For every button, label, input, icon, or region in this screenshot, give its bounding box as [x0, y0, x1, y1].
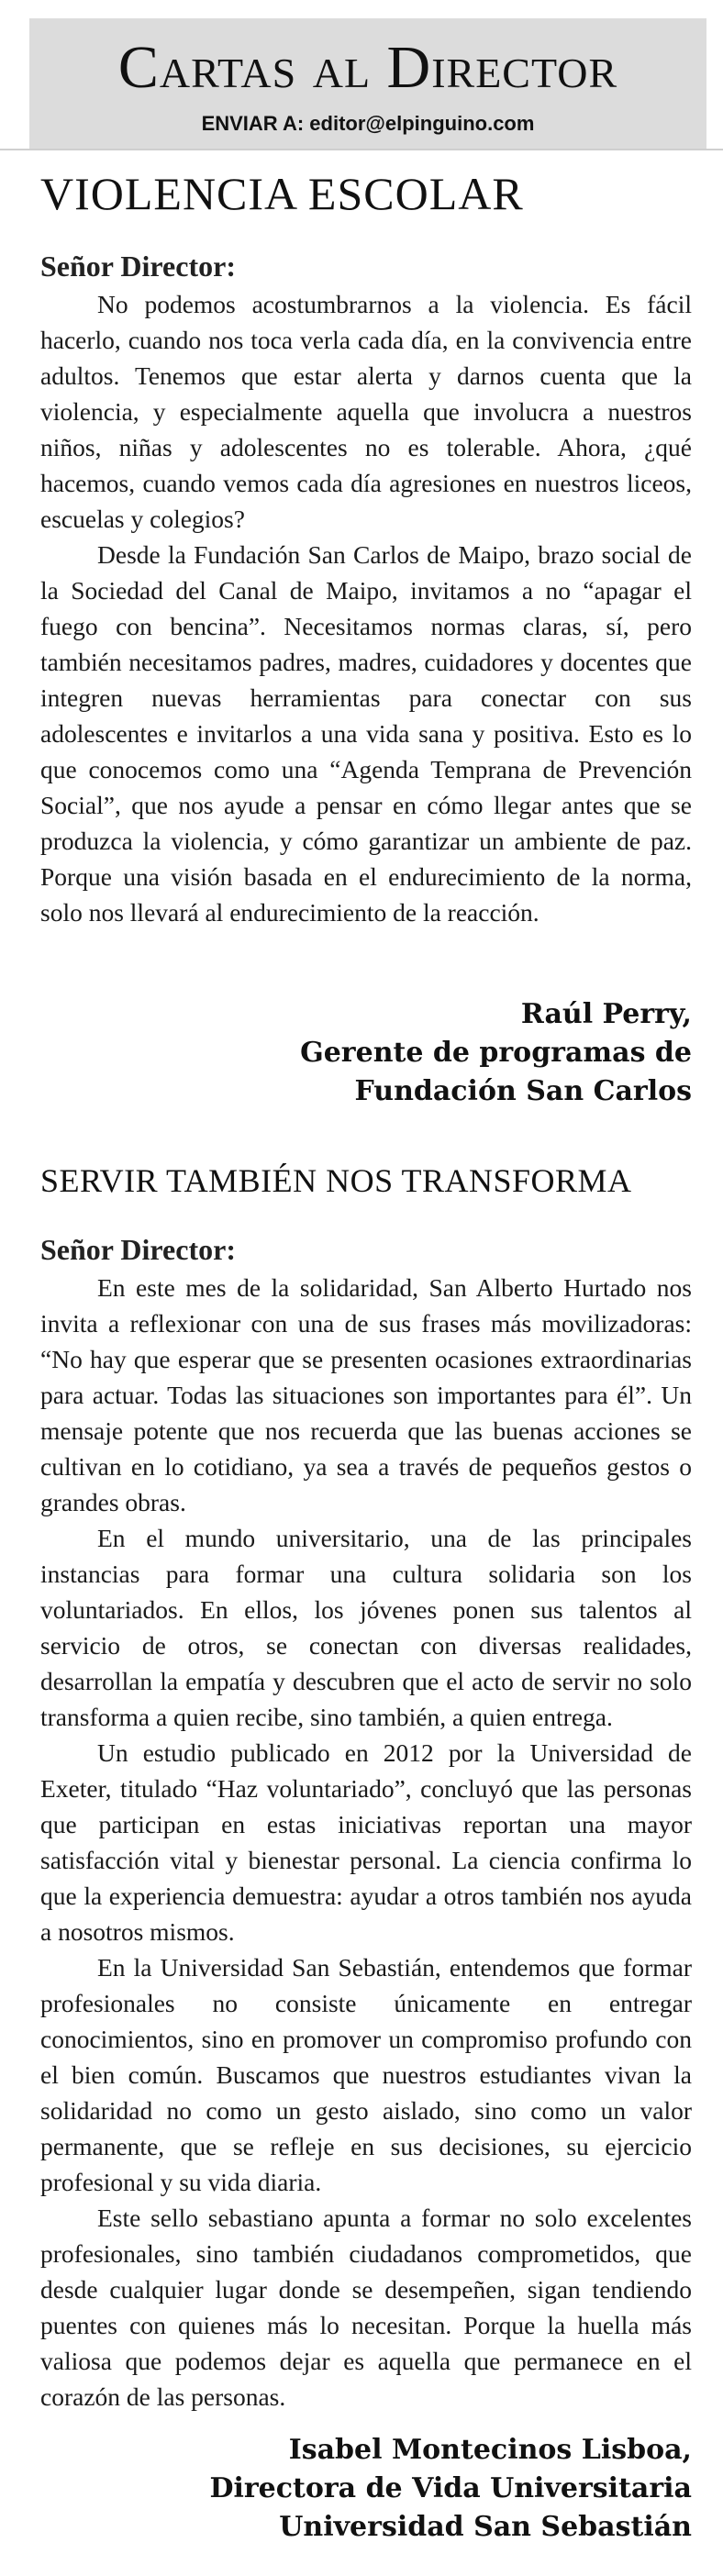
letter-paragraph: En este mes de la solidaridad, San Alberto Hurtado nos invita a reflexionar con una de sus frases más movilizadoras: “No hay que esperar que se presenten ocasiones extraordinarias para actuar. Todas las situaciones son importantes para él”. Un mensaje potente que nos recuerda que las buenas acciones se cultivan en lo cotidiano, ya sea a través de pequeños gestos o grandes obras. — [40, 1273, 692, 1516]
letter-salutation: Señor Director: — [40, 1233, 236, 1266]
letter-signature — [209, 2431, 692, 2547]
letter-signature — [300, 995, 692, 1111]
letter-salutation: Señor Director: — [40, 250, 236, 283]
signature-role: Gerente de programas de — [300, 1037, 692, 1069]
letter-paragraph: Este sello sebastiano apunta a formar no solo excelentes profesionales, sino también ciudadanos comprometidos, que desde cualquier lugar donde se desempeñen, sigan tendiendo puentes con quienes más lo necesitan. Porque la huella más valiosa que podemos dejar es aquella que permanece en el corazón de las personas. — [40, 2204, 692, 2411]
submission-email-line: ENVIAR A: editor@elpinguino.com — [201, 112, 535, 135]
letter-paragraph: No podemos acostumbrarnos a la violencia. Es fácil hacerlo, cuando nos toca verla cada día, en la convivencia entre adultos. Tenemos que estar alerta y darnos cuenta que la violencia, y especialmente aquella que involucra a nuestros niños, niñas y adolescentes no es tolerable. Ahora, ¿qué hacemos, cuando vemos cada día agresiones en nuestros liceos, escuelas y colegios? — [40, 290, 692, 533]
signature-name: Isabel Montecinos Lisboa, — [288, 2434, 692, 2466]
section-title: Cartas al Director — [117, 34, 618, 101]
masthead-divider — [0, 149, 723, 150]
signature-name: Raúl Perry, — [520, 998, 692, 1030]
signature-organization: Universidad San Sebastián — [279, 2511, 692, 2543]
signature-role: Directora de Vida Universitaria — [209, 2472, 692, 2504]
signature-organization: Fundación San Carlos — [354, 1075, 692, 1107]
letter-paragraph: En la Universidad San Sebastián, entendemos que formar profesionales no consiste únicamente en entregar conocimientos, sino en promover un compromiso profundo con el bien común. Buscamos que nuestros estudiantes vivan la solidaridad no como un gesto aislado, sino como un valor permanente, que se refleje en sus decisiones, su ejercicio profesional y su vida diaria. — [40, 1953, 692, 2196]
letter-paragraph: En el mundo universitario, una de las principales instancias para formar una cultura solidaria son los voluntariados. En ellos, los jóvenes ponen sus talentos al servicio de otros, se conectan con diversas realidades, desarrollan la empatía y descubren que el acto de servir no solo transforma a quien recibe, sino también, a quien entrega. — [40, 1524, 692, 1731]
letter-body — [40, 1270, 692, 2415]
letter-body — [40, 286, 692, 930]
letter-headline: SERVIR TAMBIÉN NOS TRANSFORMA — [40, 1162, 632, 1199]
letter-headline: VIOLENCIA ESCOLAR — [40, 168, 524, 219]
section-masthead — [29, 18, 706, 149]
letter-paragraph: Un estudio publicado en 2012 por la Universidad de Exeter, titulado “Haz voluntariado”, concluyó que las personas que participan en estas iniciativas reportan una mayor satisfacción vital y bienestar personal. La ciencia confirma lo que la experiencia demuestra: ayudar a otros también nos ayuda a nosotros mismos. — [40, 1738, 692, 1946]
letter-paragraph: Desde la Fundación San Carlos de Maipo, brazo social de la Sociedad del Canal de Maipo, invitamos a no “apagar el fuego con bencina”. Necesitamos normas claras, sí, pero también necesitamos padres, madres, cuidadores y docentes que integren nuevas herramientas para conectar con sus adolescentes e invitarlos a una vida sana y positiva. Esto es lo que conocemos como una “Agenda Temprana de Prevención Social”, que nos ayude a pensar en cómo llegar antes que se produzca la violencia, y cómo garantizar un ambiente de paz. Porque una visión basada en el endurecimiento de la norma, solo nos llevará al endurecimiento de la reacción. — [40, 540, 692, 927]
